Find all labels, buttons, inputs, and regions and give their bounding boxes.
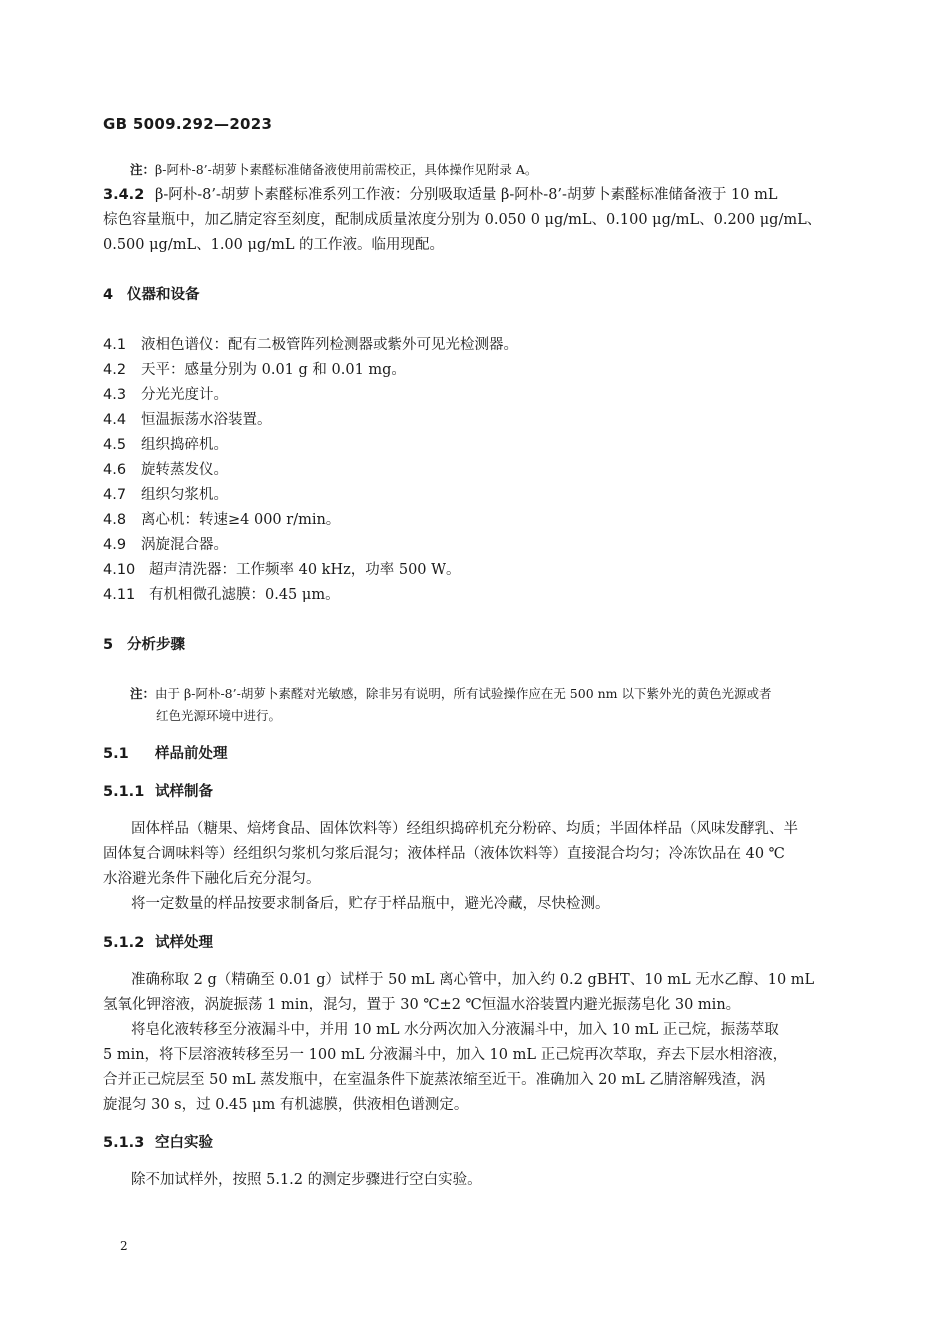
paragraph-line: 将一定数量的样品按要求制备后，贮存于样品瓶中，避光冷藏，尽快检测。 [131, 896, 610, 912]
item-text: 恒温振荡水浴装置。 [141, 412, 272, 428]
note-calibration [130, 160, 537, 178]
section-title: 空白实验 [155, 1135, 213, 1151]
list-item [103, 583, 340, 604]
item-number: 4.10 [103, 562, 136, 578]
item-text: 离心机：转速≥4 000 r/min。 [141, 512, 341, 528]
item-number: 4.2 [103, 362, 127, 378]
paragraph-line: 固体复合调味料等）经组织匀浆机匀浆后混匀；液体样品（液体饮料等）直接混合均匀；冷冻饮品在 40 ℃ [103, 846, 785, 862]
clause-3-4-2-line1 [103, 183, 778, 204]
item-number: 4.3 [103, 387, 127, 403]
item-number: 4.9 [103, 537, 127, 553]
item-number: 4.7 [103, 487, 127, 503]
section-title: 样品前处理 [155, 746, 228, 762]
section-number: 5.1.2 [103, 935, 145, 951]
note-text: 由于 β-阿朴-8’-胡萝卜素醛对光敏感，除非另有说明，所有试验操作应在无 500 nm 以下紫外光的黄色光源或者 [155, 686, 772, 701]
section-number: 5 [103, 637, 114, 653]
section-number: 4 [103, 287, 114, 303]
note-label: 注： [130, 162, 156, 177]
note-light-sensitivity [130, 684, 772, 702]
item-text: 旋转蒸发仪。 [141, 462, 228, 478]
item-number: 4.6 [103, 462, 127, 478]
item-text: 涡旋混合器。 [141, 537, 228, 553]
paragraph-line: 5 min，将下层溶液转移至另一 100 mL 分液漏斗中，加入 10 mL 正己烷再次萃取，弃去下层水相溶液， [103, 1047, 788, 1063]
section-5-1-heading [103, 742, 228, 763]
list-item [103, 483, 228, 504]
page-number: 2 [120, 1239, 128, 1253]
item-number: 4.11 [103, 587, 136, 603]
clause-number: 3.4.2 [103, 187, 145, 203]
standard-number: GB 5009.292—2023 [103, 115, 273, 133]
note-continuation: 红色光源环境中进行。 [156, 708, 282, 723]
item-text: 组织匀浆机。 [141, 487, 228, 503]
item-number: 4.1 [103, 337, 127, 353]
section-number: 5.1.1 [103, 784, 145, 800]
list-item [103, 358, 406, 379]
item-text: 液相色谱仪：配有二极管阵列检测器或紫外可见光检测器。 [141, 337, 518, 353]
section-title: 仪器和设备 [127, 287, 200, 303]
item-text: 超声清洗器：工作频率 40 kHz，功率 500 W。 [149, 562, 461, 578]
item-text: 组织捣碎机。 [141, 437, 228, 453]
clause-3-4-2-line3: 0.500 μg/mL、1.00 μg/mL 的工作液。临用现配。 [103, 237, 445, 253]
list-item [103, 508, 340, 529]
section-number: 5.1.3 [103, 1135, 145, 1151]
paragraph-line: 旋混匀 30 s，过 0.45 μm 有机滤膜，供液相色谱测定。 [103, 1097, 469, 1113]
section-number: 5.1 [103, 746, 129, 762]
section-5-1-2-heading [103, 931, 213, 952]
section-title: 试样处理 [155, 935, 213, 951]
section-5-1-3-heading [103, 1131, 213, 1152]
section-4-heading [103, 283, 200, 304]
clause-3-4-2-line2: 棕色容量瓶中，加乙腈定容至刻度，配制成质量浓度分别为 0.050 0 μg/mL、0.100 μg/mL、0.200 μg/mL、 [103, 212, 822, 228]
item-text: 有机相微孔滤膜：0.45 μm。 [149, 587, 340, 603]
section-5-heading [103, 633, 185, 654]
item-text: 天平：感量分别为 0.01 g 和 0.01 mg。 [141, 362, 406, 378]
note-label: 注： [130, 686, 156, 701]
section-title: 分析步骤 [127, 637, 185, 653]
clause-text: β-阿朴-8’-胡萝卜素醛标准系列工作液：分别吸取适量 β-阿朴-8’-胡萝卜素醛标准储备液于 10 mL [155, 187, 778, 203]
list-item [103, 333, 518, 354]
item-number: 4.5 [103, 437, 127, 453]
list-item [103, 558, 461, 579]
list-item [103, 433, 228, 454]
paragraph-line: 水浴避光条件下融化后充分混匀。 [103, 871, 321, 887]
list-item [103, 533, 228, 554]
note-text: β-阿朴-8’-胡萝卜素醛标准储备液使用前需校正，具体操作见附录 A。 [155, 162, 538, 177]
paragraph-line: 除不加试样外，按照 5.1.2 的测定步骤进行空白实验。 [131, 1172, 482, 1188]
paragraph-line: 将皂化液转移至分液漏斗中，并用 10 mL 水分两次加入分液漏斗中，加入 10 mL 正己烷，振荡萃取 [131, 1022, 779, 1038]
section-title: 试样制备 [155, 784, 213, 800]
paragraph-line: 固体样品（糖果、焙烤食品、固体饮料等）经组织捣碎机充分粉碎、均质；半固体样品（风味发酵乳、半 [131, 821, 798, 837]
paragraph-line: 合并正己烷层至 50 mL 蒸发瓶中，在室温条件下旋蒸浓缩至近干。准确加入 20 mL 乙腈溶解残渣，涡 [103, 1072, 766, 1088]
list-item [103, 383, 228, 404]
paragraph-line: 氢氧化钾溶液，涡旋振荡 1 min，混匀，置于 30 ℃±2 ℃恒温水浴装置内避光振荡皂化 30 min。 [103, 997, 741, 1013]
list-item [103, 408, 272, 429]
item-text: 分光光度计。 [141, 387, 228, 403]
paragraph-line: 准确称取 2 g（精确至 0.01 g）试样于 50 mL 离心管中，加入约 0.2 gBHT、10 mL 无水乙醇、10 mL [131, 972, 815, 988]
section-5-1-1-heading [103, 780, 213, 801]
item-number: 4.4 [103, 412, 127, 428]
list-item [103, 458, 228, 479]
item-number: 4.8 [103, 512, 127, 528]
